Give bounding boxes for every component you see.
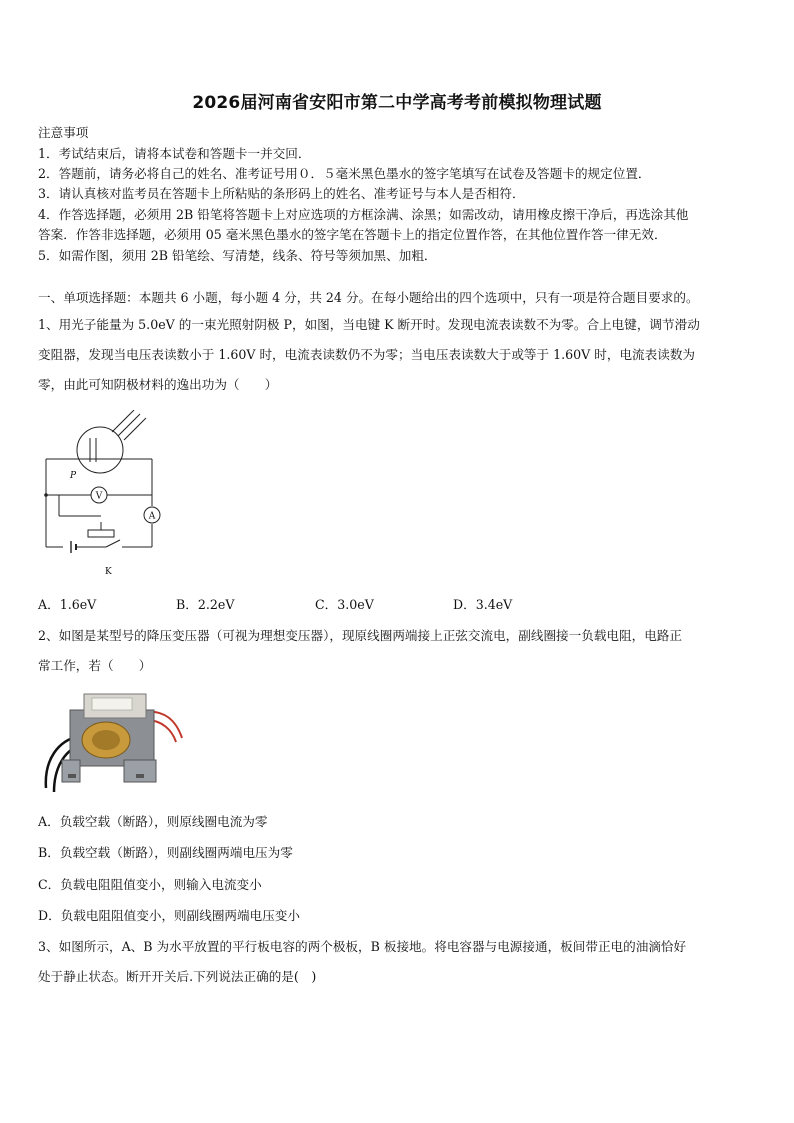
cathode-label: P [70, 471, 77, 481]
question-1-text: 零，由此可知阴极材料的逸出功为（ ） [38, 377, 278, 392]
transformer-photo [40, 680, 186, 798]
option-d: D．3.4eV [453, 597, 513, 612]
option-c: C．3.0eV [315, 597, 374, 612]
notice-item: 1．考试结束后，请将本试卷和答题卡一并交回． [38, 146, 311, 161]
notice-item: 答案．作答非选择题，必须用 05 毫米黑色墨水的签字笔在答题卡上的指定位置作答，在其他位置作答一律无效． [38, 227, 667, 242]
question-1-text: 1、用光子能量为 5.0eV 的一束光照射阴极 P，如图，当电键 K 断开时。发现电流表读数不为零。合上电键，调节滑动 [38, 317, 700, 332]
question-2-option-b: B．负载空载（断路），则副线圈两端电压为零 [38, 845, 293, 860]
notice-heading: 注意事项 [38, 125, 89, 140]
switch-label: K [105, 567, 112, 577]
question-2-option-c: C．负载电阻阻值变小，则输入电流变小 [38, 877, 262, 892]
photoelectric-circuit-figure [38, 410, 168, 580]
ammeter-label: A [148, 511, 156, 522]
section-heading: 一、单项选择题：本题共 6 小题，每小题 4 分，共 24 分。在每小题给出的四个选项中，只有一项是符合题目要求的。 [38, 290, 699, 305]
phototube [77, 427, 123, 473]
notice-item: 3．请认真核对监考员在答题卡上所粘贴的条形码上的姓名、准考证号与本人是否相符． [38, 186, 525, 201]
notice-item: 5．如需作图，须用 2B 铅笔绘、写清楚，线条、符号等须加黑、加粗． [38, 248, 437, 263]
voltmeter-label: V [95, 491, 103, 502]
notice-item: 2．答题前，请务必将自己的姓名、准考证号用０．５毫米黑色墨水的签字笔填写在试卷及答题卡的规定位置． [38, 166, 651, 181]
question-2-option-d: D．负载电阻阻值变小，则副线圈两端电压变小 [38, 908, 300, 923]
page-title: 2026届河南省安阳市第二中学高考考前模拟物理试题 [192, 93, 602, 113]
question-2-option-a: A．负载空载（断路），则原线圈电流为零 [38, 814, 268, 829]
question-1-text: 变阻器，发现当电压表读数小于 1.60V 时，电流表读数仍不为零；当电压表读数大于或等于 1.60V 时，电流表读数为 [38, 347, 696, 362]
option-b: B．2.2eV [176, 597, 235, 612]
notice-item: 4．作答选择题，必须用 2B 铅笔将答题卡上对应选项的方框涂满、涂黑；如需改动，请用橡皮擦干净后，再选涂其他 [38, 207, 689, 222]
question-3-text: 处于静止状态。断开开关后.下列说法正确的是( ) [38, 969, 317, 984]
option-a: A．1.6eV [38, 597, 97, 612]
question-2-text: 常工作，若（ ） [38, 658, 152, 673]
question-2-text: 2、如图是某型号的降压变压器（可视为理想变压器），现原线圈两端接上正弦交流电，副线圈接一负载电阻，电路正 [38, 628, 682, 643]
question-3-text: 3、如图所示，A、B 为水平放置的平行板电容的两个极板，B 板接地。将电容器与电源接通，板间带正电的油滴恰好 [38, 939, 687, 954]
